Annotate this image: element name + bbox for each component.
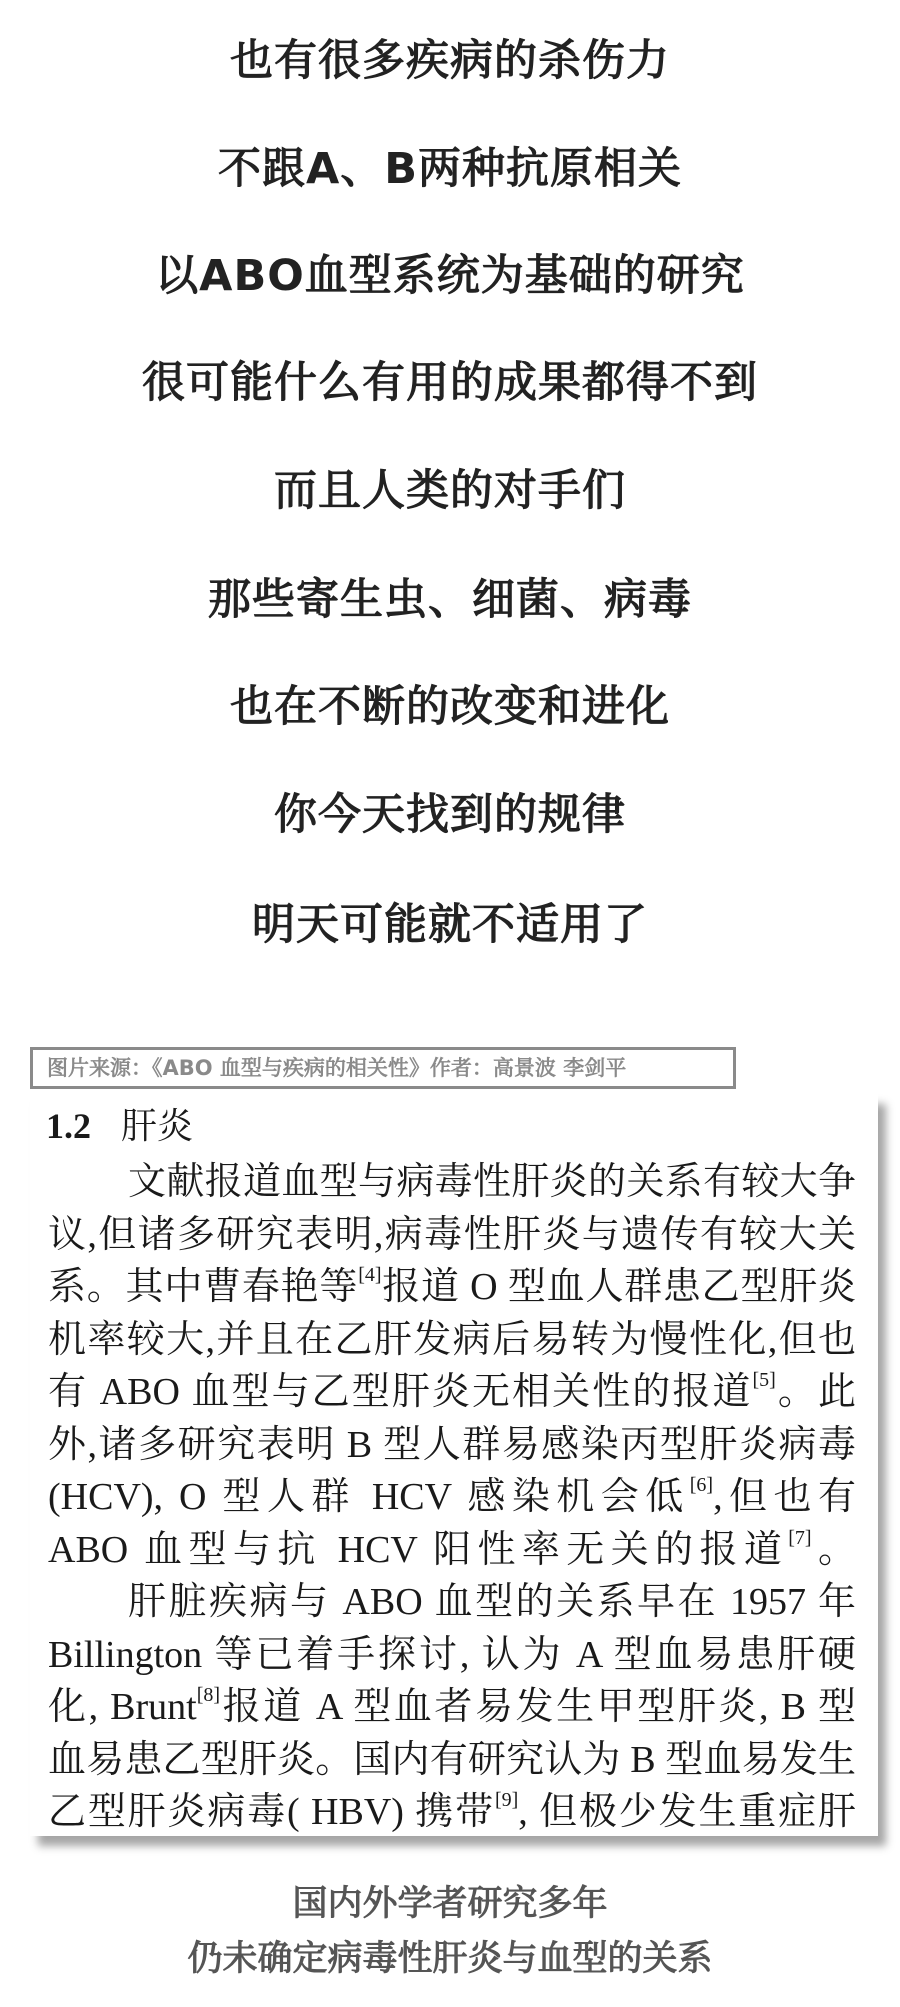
headline-4: 很可能什么有用的成果都得不到	[142, 358, 758, 408]
line-text: , 但极少发生重症肝	[518, 1791, 856, 1833]
paper-text-line	[128, 1570, 856, 1625]
line-text: 化, Brunt	[48, 1686, 197, 1728]
citation-ref: [9]	[494, 1789, 519, 1811]
paper-text-line	[128, 1150, 856, 1205]
section-number: 1.2	[46, 1106, 91, 1146]
line-text: 议,但诸多研究表明,病毒性肝炎与遗传有较大关	[48, 1213, 856, 1256]
paper-text-line	[48, 1465, 856, 1520]
line-text: (HCV), O 型人群 HCV 感染机会低	[48, 1476, 690, 1518]
paper-text-line	[48, 1255, 856, 1310]
paper-excerpt	[30, 1094, 878, 1836]
paper-text-line	[48, 1780, 856, 1835]
line-text: 外,诸多研究表明 B 型人群易感染丙型肝炎病毒	[48, 1423, 856, 1466]
line-text: 。此	[775, 1371, 856, 1413]
paper-text-line	[48, 1518, 856, 1573]
line-text: 系。其中曹春艳等	[48, 1266, 359, 1308]
section-title: 肝炎	[121, 1106, 194, 1146]
headline-7: 也在不断的改变和进化	[230, 682, 670, 732]
headline-2: 不跟A、B两种抗原相关	[217, 144, 683, 194]
paper-text-line	[48, 1728, 856, 1783]
line-text: 报道 A 型血者易发生甲型肝炎, B 型	[220, 1686, 856, 1728]
line-text: 文献报道血型与病毒性肝炎的关系有较大争	[128, 1161, 856, 1203]
citation-ref: [4]	[358, 1264, 382, 1286]
line-text: 有 ABO 血型与乙型肝炎无相关性的报道	[48, 1371, 753, 1413]
headline-8: 你今天找到的规律	[274, 790, 626, 840]
line-text: 机率较大,并且在乙肝发病后易转为慢性化,但也	[48, 1318, 856, 1361]
bottom-caption-2: 仍未确定病毒性肝炎与血型的关系	[187, 1939, 713, 1979]
bottom-caption-1: 国内外学者研究多年	[292, 1884, 608, 1924]
headline-3: 以ABO血型系统为基础的研究	[155, 251, 745, 301]
citation-ref: [7]	[788, 1526, 812, 1549]
paper-text-line	[48, 1308, 856, 1363]
paper-text-line	[48, 1203, 856, 1258]
headline-1: 也有很多疾病的杀伤力	[230, 36, 670, 86]
line-text: ,但也有	[713, 1476, 856, 1518]
line-text: 报道 O 型血人群患乙型肝炎	[381, 1266, 856, 1308]
line-text: 。	[811, 1528, 856, 1571]
section-heading	[46, 1098, 193, 1149]
headline-5: 而且人类的对手们	[274, 466, 626, 516]
citation-ref: [5]	[752, 1369, 776, 1391]
citation-ref: [6]	[689, 1474, 714, 1496]
citation-ref: [8]	[196, 1684, 221, 1706]
headline-9: 明天可能就不适用了	[252, 900, 648, 950]
image-source-caption: 图片来源：《ABO 血型与疾病的相关性》作者：高景波 李剑平	[30, 1047, 736, 1089]
line-text: 血易患乙型肝炎。国内有研究认为 B 型血易发生	[48, 1738, 856, 1781]
paper-text-line	[48, 1675, 856, 1730]
headline-6: 那些寄生虫、细菌、病毒	[208, 575, 692, 625]
line-text: 乙型肝炎病毒( HBV) 携带	[48, 1791, 495, 1833]
line-text: 肝脏疾病与 ABO 血型的关系早在 1957 年	[128, 1581, 856, 1623]
paper-text-line	[48, 1413, 856, 1468]
line-text: ABO 血型与抗 HCV 阳性率无关的报道	[48, 1528, 789, 1571]
paper-text-line	[48, 1623, 856, 1678]
line-text: Billington 等已着手探讨, 认为 A 型血易患肝硬	[48, 1633, 856, 1676]
paper-text-line	[48, 1360, 856, 1415]
